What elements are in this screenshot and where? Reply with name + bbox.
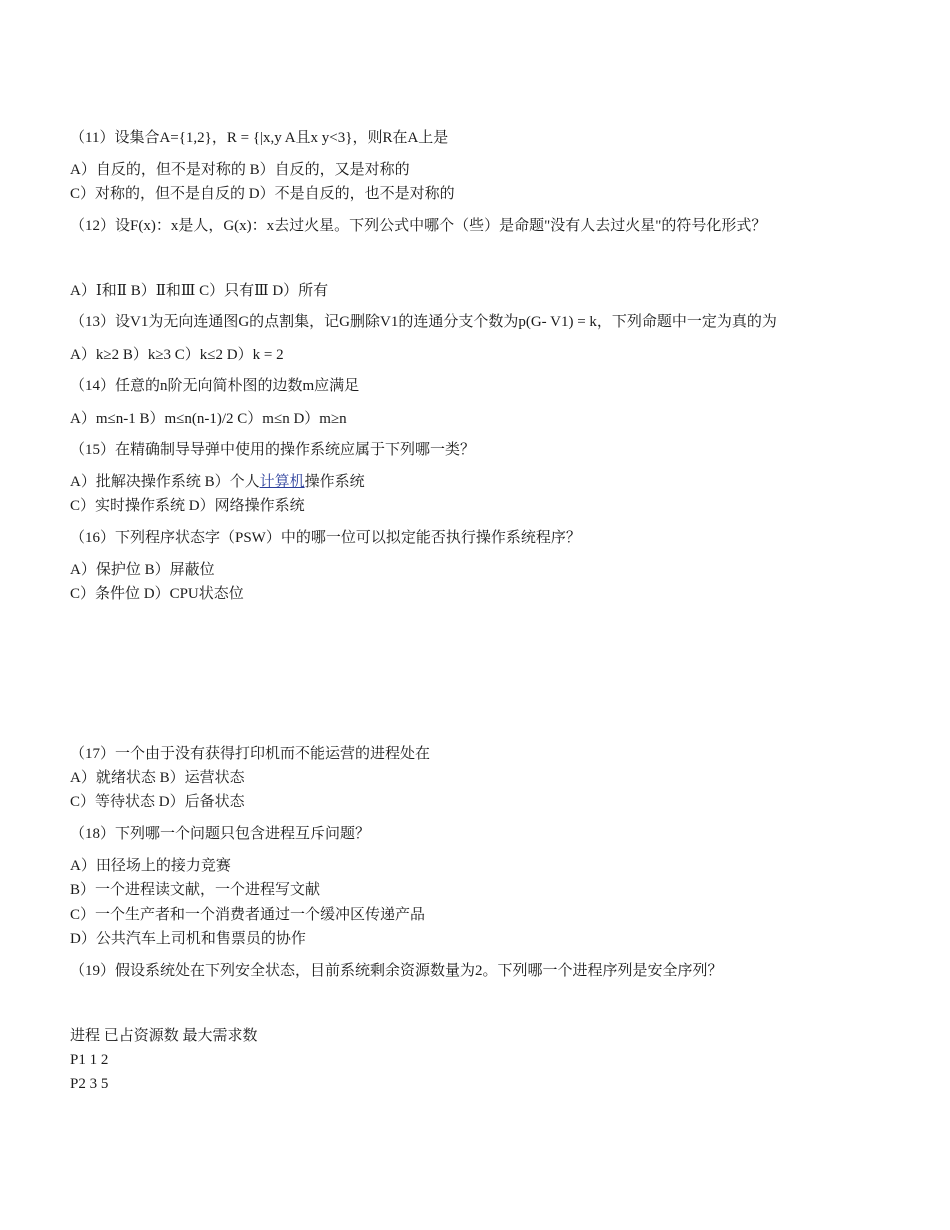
q15-option-text: A）批解决操作系统 B）个人 (70, 474, 260, 490)
q18-option-c: C）一个生产者和一个消费者通过一个缓冲区传递产品 (70, 907, 426, 923)
process-row-p1: P1 1 2 (70, 1052, 109, 1068)
q18-option-b: B）一个进程读文献，一个进程写文献 (70, 882, 321, 898)
q18-option-a: A）田径场上的接力竞赛 (70, 858, 231, 874)
question-11: （11）设集合A={1,2}，R = {|x,y A且x y<3}，则R在A上是 (70, 130, 449, 146)
question-15: （15）在精确制导导弹中使用的操作系统应属于下列哪一类？ (70, 442, 476, 458)
question-14: （14）任意的n阶无向简朴图的边数m应满足 (70, 378, 360, 394)
process-row-p2: P2 3 5 (70, 1076, 109, 1092)
q15-option-text-end: 操作系统 (304, 474, 365, 490)
question-18: （18）下列哪一个问题只包含进程互斥问题？ (70, 826, 371, 842)
q12-options: A）Ⅰ和Ⅱ B）Ⅱ和Ⅲ C）只有Ⅲ D）所有 (70, 283, 329, 299)
q11-options-cd: C）对称的，但不是自反的 D）不是自反的，也不是对称的 (70, 186, 455, 202)
question-13: （13）设V1为无向连通图G的点割集，记G删除V1的连通分支个数为p(G- V1) = k，下列命题中一定为真的为 (70, 314, 777, 330)
q17-options-ab: A）就绪状态 B）运营状态 (70, 770, 245, 786)
process-table-header: 进程 已占资源数 最大需求数 (70, 1028, 258, 1044)
question-19: （19）假设系统处在下列安全状态，目前系统剩余资源数量为2。下列哪一个进程序列是安全序列？ (70, 963, 723, 979)
q15-options-ab (70, 473, 365, 491)
q16-options-ab: A）保护位 B）屏蔽位 (70, 562, 215, 578)
question-12: （12）设F(x)：x是人，G(x)：x去过火星。下列公式中哪个（些）是命题"没有人去过火星"的符号化形式？ (70, 218, 767, 234)
q18-option-d: D）公共汽车上司机和售票员的协作 (70, 931, 306, 947)
q15-options-cd: C）实时操作系统 D）网络操作系统 (70, 498, 305, 514)
q14-options: A）m≤n-1 B）m≤n(n-1)/2 C）m≤n D）m≥n (70, 411, 347, 427)
computer-link[interactable]: 计算机 (259, 474, 305, 490)
question-16: （16）下列程序状态字（PSW）中的哪一位可以拟定能否执行操作系统程序？ (70, 530, 581, 546)
question-17: （17）一个由于没有获得打印机而不能运营的进程处在 (70, 746, 431, 762)
q16-options-cd: C）条件位 D）CPU状态位 (70, 586, 244, 602)
q17-options-cd: C）等待状态 D）后备状态 (70, 794, 245, 810)
q13-options: A）k≥2 B）k≥3 C）k≤2 D）k = 2 (70, 347, 284, 363)
q11-options-ab: A）自反的，但不是对称的 B）自反的，又是对称的 (70, 162, 410, 178)
